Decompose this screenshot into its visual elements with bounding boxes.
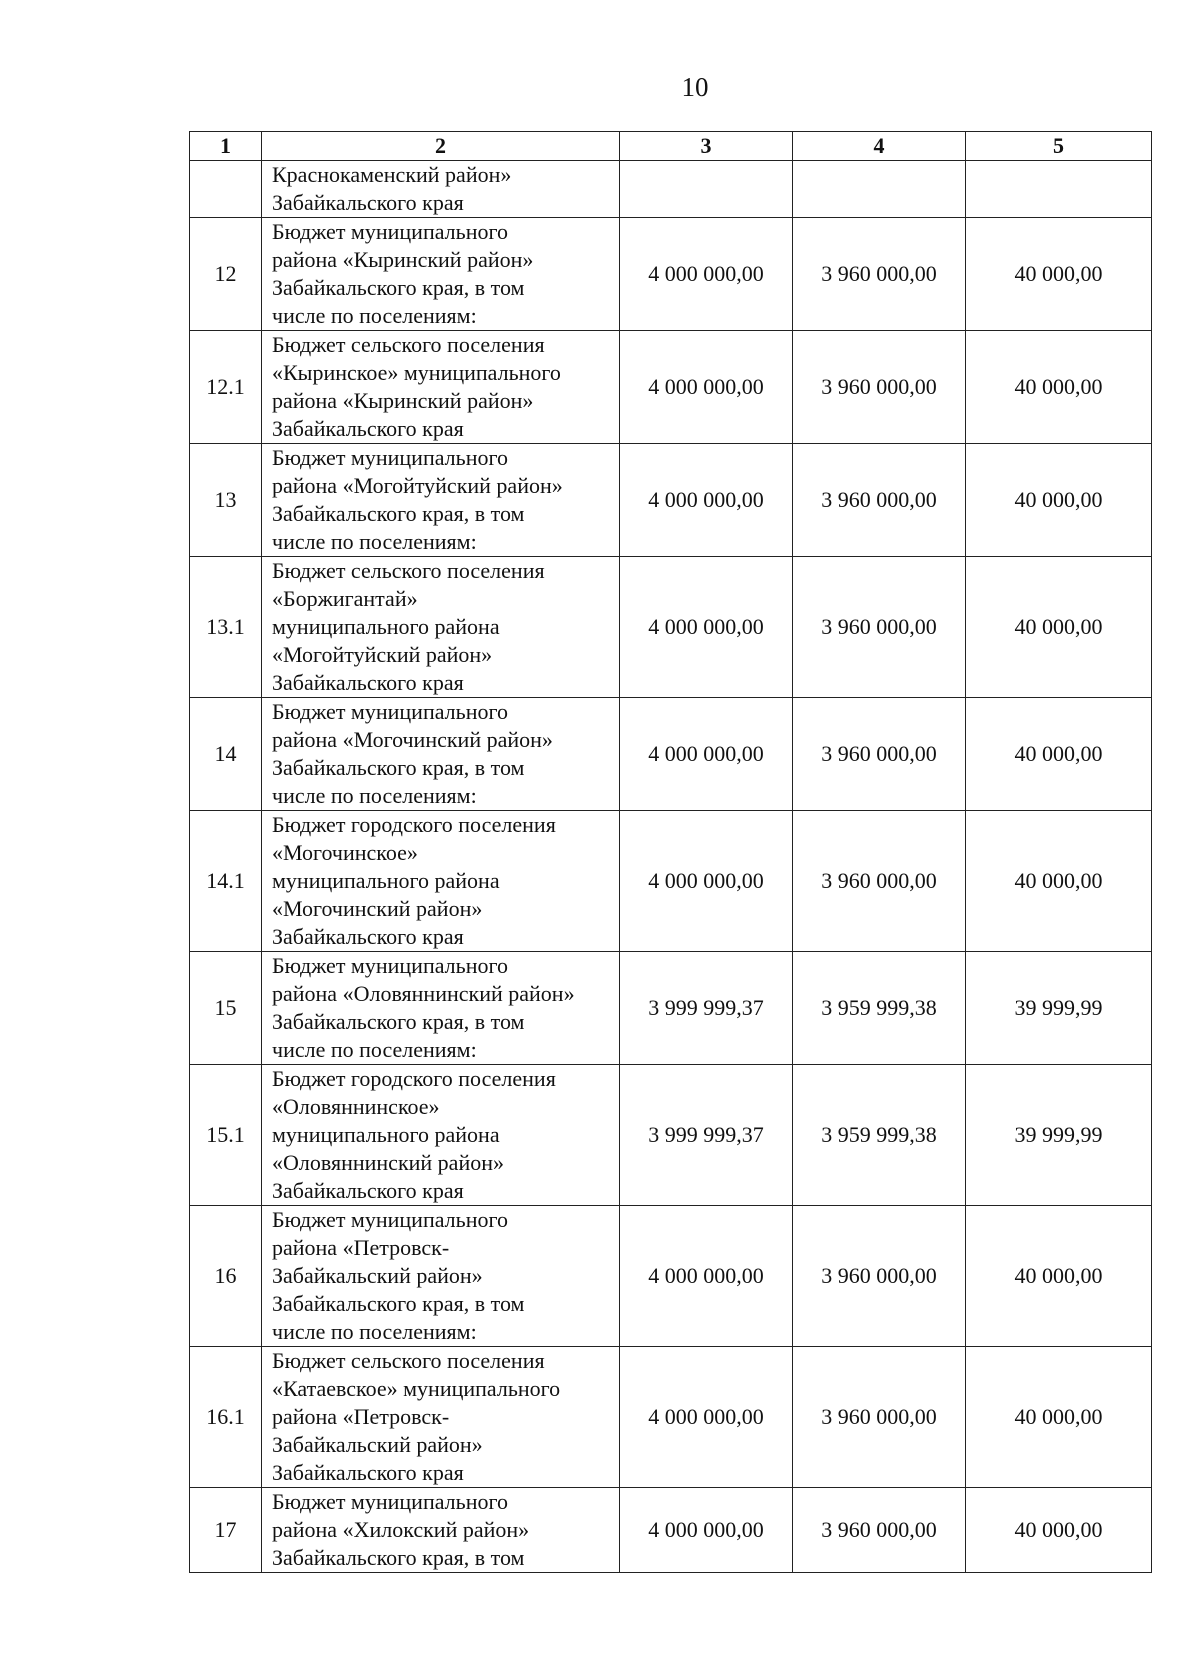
table-row [190,161,1152,218]
row-value-cofinance: 40 000,00 [966,1347,1152,1488]
row-name: Бюджет муниципального района «Могойтуйский район» Забайкальского края, в том числе по поселениям: [262,444,620,557]
row-value-total: 4 000 000,00 [620,1347,793,1488]
row-value-cofinance: 40 000,00 [966,218,1152,331]
table-row [190,811,1152,952]
row-number: 15.1 [190,1065,262,1206]
row-value-total: 4 000 000,00 [620,218,793,331]
header-col-3: 3 [620,132,793,161]
table-row [190,444,1152,557]
row-value-total: 4 000 000,00 [620,557,793,698]
row-value-main: 3 959 999,38 [793,952,966,1065]
row-value-cofinance: 40 000,00 [966,811,1152,952]
row-value-cofinance: 40 000,00 [966,557,1152,698]
row-value-main: 3 960 000,00 [793,1488,966,1573]
row-value-cofinance: 40 000,00 [966,331,1152,444]
row-value-total: 3 999 999,37 [620,952,793,1065]
table-row [190,1347,1152,1488]
page-number: 10 [681,72,709,102]
row-value-cofinance [966,161,1152,218]
row-name: Бюджет муниципального района «Петровск- Забайкальский район» Забайкальского края, в том числе по поселениям: [262,1206,620,1347]
row-value-main: 3 959 999,38 [793,1065,966,1206]
header-col-1: 1 [190,132,262,161]
row-value-cofinance: 39 999,99 [966,1065,1152,1206]
row-number: 12.1 [190,331,262,444]
row-value-main: 3 960 000,00 [793,444,966,557]
row-name: Бюджет сельского поселения «Боржигантай» муниципального района «Могойтуйский район» Забайкальского края [262,557,620,698]
row-value-total: 3 999 999,37 [620,1065,793,1206]
row-name: Бюджет муниципального района «Оловяннинский район» Забайкальского края, в том числе по поселениям: [262,952,620,1065]
table-row [190,1488,1152,1573]
row-name: Бюджет муниципального района «Кыринский район» Забайкальского края, в том числе по поселениям: [262,218,620,331]
table-header [190,132,1152,161]
row-value-main: 3 960 000,00 [793,811,966,952]
row-value-cofinance: 40 000,00 [966,444,1152,557]
row-number: 17 [190,1488,262,1573]
row-name: Бюджет муниципального района «Хилокский район» Забайкальского края, в том [262,1488,620,1573]
row-value-total: 4 000 000,00 [620,698,793,811]
row-number: 16.1 [190,1347,262,1488]
row-number: 15 [190,952,262,1065]
row-value-cofinance: 40 000,00 [966,1206,1152,1347]
row-name: Бюджет городского поселения «Оловяннинское» муниципального района «Оловяннинский район» Забайкальского края [262,1065,620,1206]
row-value-cofinance: 39 999,99 [966,952,1152,1065]
header-col-4: 4 [793,132,966,161]
header-col-5: 5 [966,132,1152,161]
row-value-cofinance: 40 000,00 [966,1488,1152,1573]
row-value-main: 3 960 000,00 [793,698,966,811]
table-body [190,161,1152,1573]
table-row [190,557,1152,698]
row-name: Бюджет городского поселения «Могочинское» муниципального района «Могочинский район» Забайкальского края [262,811,620,952]
header-row [190,132,1152,161]
table-row [190,218,1152,331]
row-name: Бюджет сельского поселения «Кыринское» муниципального района «Кыринский район» Забайкальского края [262,331,620,444]
row-number: 13 [190,444,262,557]
table-row [190,331,1152,444]
row-value-main: 3 960 000,00 [793,218,966,331]
row-value-main: 3 960 000,00 [793,557,966,698]
header-col-2: 2 [262,132,620,161]
row-name: Бюджет сельского поселения «Катаевское» муниципального района «Петровск- Забайкальский район» Забайкальского края [262,1347,620,1488]
budget-table [189,131,1152,1573]
row-name: Краснокаменский район» Забайкальского края [262,161,620,218]
row-number: 16 [190,1206,262,1347]
row-value-total: 4 000 000,00 [620,1206,793,1347]
row-value-total: 4 000 000,00 [620,444,793,557]
row-name: Бюджет муниципального района «Могочинский район» Забайкальского края, в том числе по поселениям: [262,698,620,811]
row-number: 14.1 [190,811,262,952]
row-number: 12 [190,218,262,331]
table-row [190,698,1152,811]
row-number: 13.1 [190,557,262,698]
row-value-total: 4 000 000,00 [620,1488,793,1573]
row-number: 14 [190,698,262,811]
row-value-cofinance: 40 000,00 [966,698,1152,811]
row-value-total: 4 000 000,00 [620,811,793,952]
row-value-main: 3 960 000,00 [793,331,966,444]
row-value-main [793,161,966,218]
table-row [190,952,1152,1065]
row-value-main: 3 960 000,00 [793,1206,966,1347]
row-value-total: 4 000 000,00 [620,331,793,444]
row-value-main: 3 960 000,00 [793,1347,966,1488]
table-row [190,1065,1152,1206]
row-value-total [620,161,793,218]
table-row [190,1206,1152,1347]
row-number [190,161,262,218]
